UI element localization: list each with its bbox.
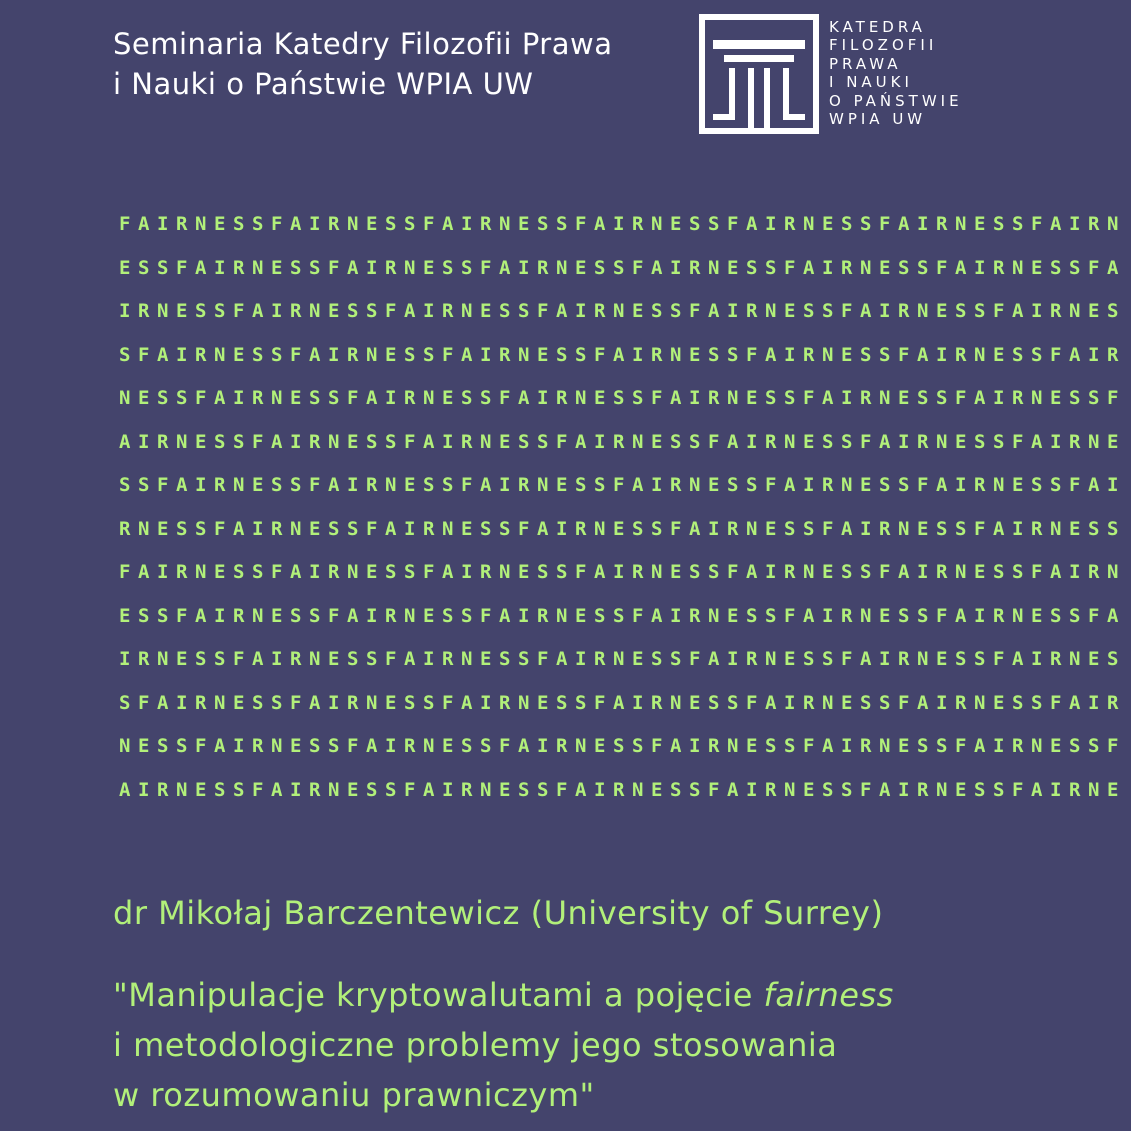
pattern-row: ESSFAIRNESSFAIRNESSFAIRNESSFAIRNESSFAIRNESSFAIRNESSFA bbox=[119, 604, 1126, 627]
fairness-text-pattern bbox=[119, 203, 1126, 812]
talk-title-italic-term: fairness bbox=[763, 976, 894, 1014]
logo-line-4: I NAUKI bbox=[829, 73, 913, 92]
pattern-row: FAIRNESSFAIRNESSFAIRNESSFAIRNESSFAIRNESSFAIRNESSFAIRN bbox=[119, 213, 1126, 235]
logo-line-5: O PAŃSTWIE bbox=[829, 91, 963, 110]
pattern-row: ESSFAIRNESSFAIRNESSFAIRNESSFAIRNESSFAIRNESSFAIRNESSFA bbox=[119, 256, 1126, 279]
pattern-row: NESSFAIRNESSFAIRNESSFAIRNESSFAIRNESSFAIRNESSFAIRNESSF bbox=[119, 735, 1126, 757]
logo-line-3: PRAWA bbox=[829, 54, 902, 73]
pattern-row: SFAIRNESSFAIRNESSFAIRNESSFAIRNESSFAIRNESSFAIRNESSFAIR bbox=[119, 691, 1126, 714]
talk-title-line-3: w rozumowaniu prawniczym" bbox=[113, 1076, 595, 1114]
seminar-title-line-1: Seminaria Katedry Filozofii Prawa bbox=[113, 27, 613, 61]
pattern-row: AIRNESSFAIRNESSFAIRNESSFAIRNESSFAIRNESSFAIRNESSFAIRNE bbox=[119, 778, 1126, 801]
logo-line-6: WPIA UW bbox=[829, 110, 927, 129]
pattern-row: RNESSFAIRNESSFAIRNESSFAIRNESSFAIRNESSFAIRNESSFAIRNESS bbox=[119, 517, 1126, 540]
pattern-row: IRNESSFAIRNESSFAIRNESSFAIRNESSFAIRNESSFAIRNESSFAIRNES bbox=[119, 300, 1126, 322]
pattern-row: IRNESSFAIRNESSFAIRNESSFAIRNESSFAIRNESSFAIRNESSFAIRNES bbox=[119, 648, 1126, 670]
talk-title-line-1-text: "Manipulacje kryptowalutami a pojęcie bbox=[113, 976, 764, 1014]
pattern-row: NESSFAIRNESSFAIRNESSFAIRNESSFAIRNESSFAIRNESSFAIRNESSF bbox=[119, 387, 1126, 409]
logo-line-2: FILOZOFII bbox=[829, 36, 938, 55]
talk-title-line-1 bbox=[113, 970, 894, 1020]
talk-title-line-2: i metodologiczne problemy jego stosowania bbox=[113, 1026, 838, 1064]
talk-title bbox=[113, 970, 894, 1120]
speaker-name: dr Mikołaj Barczentewicz (University of Surrey) bbox=[113, 894, 884, 932]
pattern-row: SFAIRNESSFAIRNESSFAIRNESSFAIRNESSFAIRNESSFAIRNESSFAIR bbox=[119, 343, 1126, 366]
seminar-title-line-2: i Nauki o Państwie WPIA UW bbox=[113, 67, 534, 101]
logo-wordmark bbox=[829, 18, 963, 128]
logo-line-1: KATEDRA bbox=[829, 18, 926, 36]
department-logo-column-icon bbox=[699, 14, 819, 134]
seminar-series-title bbox=[113, 24, 612, 104]
pattern-row: AIRNESSFAIRNESSFAIRNESSFAIRNESSFAIRNESSFAIRNESSFAIRNE bbox=[119, 430, 1126, 453]
pattern-row: FAIRNESSFAIRNESSFAIRNESSFAIRNESSFAIRNESSFAIRNESSFAIRN bbox=[119, 561, 1126, 583]
pattern-row: SSFAIRNESSFAIRNESSFAIRNESSFAIRNESSFAIRNESSFAIRNESSFAI bbox=[119, 474, 1126, 496]
